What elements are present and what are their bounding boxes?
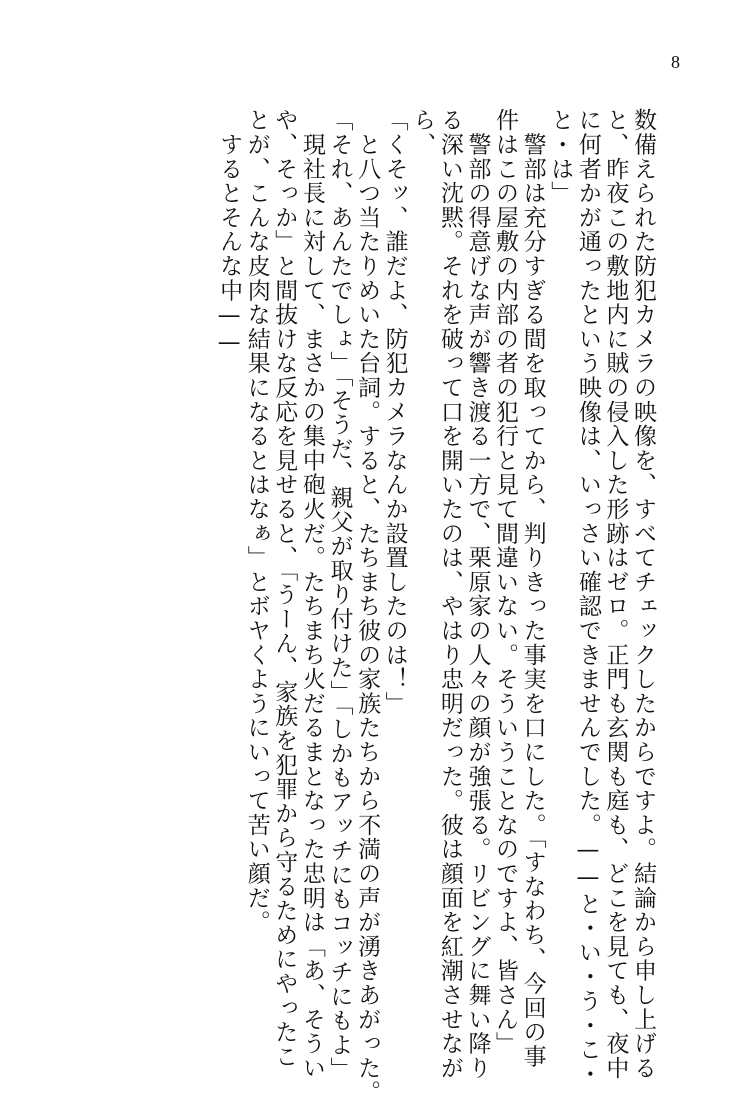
text-column-3: に何者かが通ったという映像は、いっさい確認できませんでした。——と・い・う・こ・ (574, 108, 601, 1086)
text-column-8: る深い沈黙。それを破って口を開いたのは、やはり忠明だった。彼は顔面を紅潮させなが (436, 108, 463, 1080)
text-column-5: 警部は充分すぎる間を取ってから、判りきった事実を口にした。「すなわち、今回の事 (519, 108, 546, 1069)
text-column-14: や、そっか」と間抜けな反応を見せると、「うーん、家族を犯罪から守るためにやったこ (271, 108, 298, 1069)
text-column-12: 「それ、あんたでしょ」「そうだ、親父が取り付けた」「しかもアッチにもコッチにもよ」 (326, 108, 353, 1082)
text-column-11: と八つ当たりめいた台詞。すると、たちまち彼の家族たちから不満の声が湧きあがった。 (354, 108, 381, 1104)
text-column-4: と・は」 (547, 108, 574, 206)
text-column-9: ら、 (409, 108, 436, 157)
text-column-13: 現社長に対して、まさかの集中砲火だ。たちまち火だるまとなった忠明は「あ、そうい (298, 108, 325, 1080)
text-column-1: 数備えられた防犯カメラの映像を、すべてチェックしたからですよ。結論から申し上げる (630, 108, 656, 1080)
text-column-2: と、昨夜この敷地内に賊の侵入した形跡はゼロ。正門も玄関も庭も、どこを見ても、夜中 (602, 108, 629, 1080)
text-column-7: 警部の得意げな声が響き渡る一方で、栗原家の人々の顔が強張る。リビングに舞い降り (464, 108, 491, 1080)
text-column-6: 件はこの屋敷の内部の者の犯行と見て間違いない。そういうことなのですよ、皆さん」 (492, 108, 519, 1056)
text-body (215, 108, 657, 1104)
page-number: 8 (671, 52, 680, 72)
text-column-10: 「くそッ、誰だよ、防犯カメラなんか設置したのは！」 (381, 108, 408, 716)
text-column-15: とが、こんな皮肉な結果になるとはなぁ」とボヤくようにいって苦い顔だ。 (243, 108, 270, 935)
text-column-16: するとそんな中—— (216, 108, 243, 357)
